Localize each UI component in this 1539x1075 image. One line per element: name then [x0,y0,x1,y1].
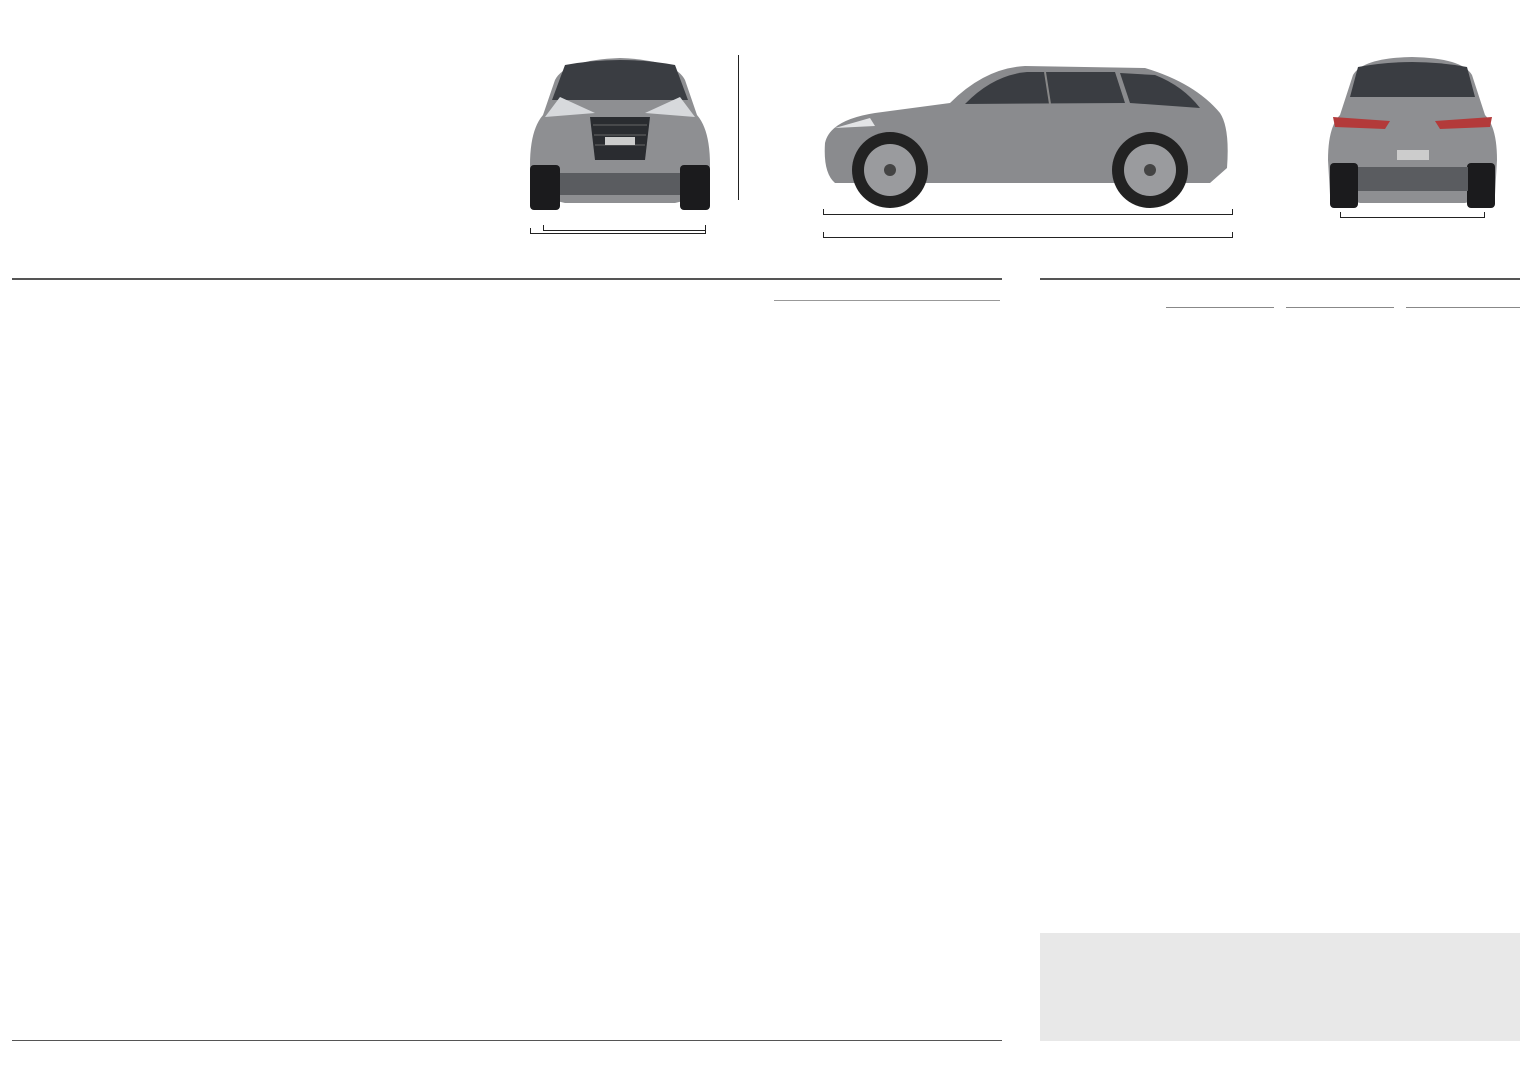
header-divider [774,300,1000,301]
length-line-top [823,214,1233,215]
car-side-image [815,58,1235,210]
front-track-line [543,230,706,231]
usage-notes [1040,663,1520,665]
length-line [823,237,1233,238]
spec-col-diesel [1406,280,1520,308]
spec-col-2-5 [1166,280,1274,308]
efficiency-table [12,278,1002,1041]
spec-table [1040,278,1520,280]
spec-col-3-5 [1286,280,1394,308]
height-dimension-line [738,55,739,200]
car-rear-image [1325,55,1500,215]
width-line [530,233,706,234]
disclaimer-box [1040,933,1520,1041]
car-front-image [525,55,715,215]
rear-track-line [1340,217,1485,218]
spec-header-row [1040,280,1520,308]
table-header [12,280,1002,320]
